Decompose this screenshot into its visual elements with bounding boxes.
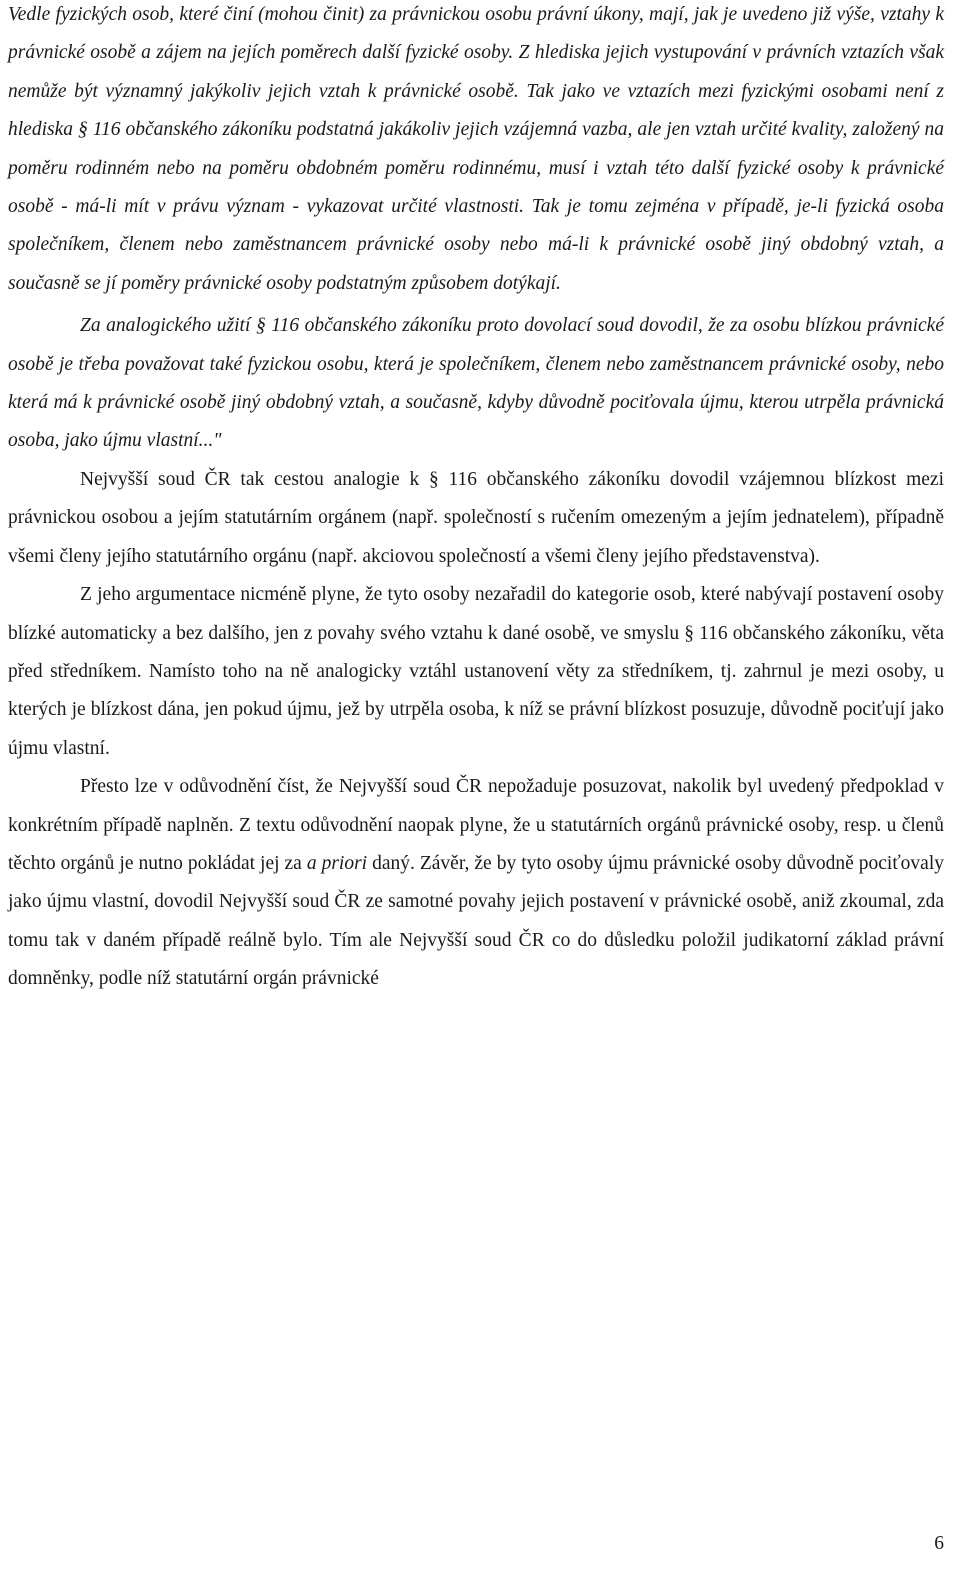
text-segment: daný. Závěr, že by tyto osoby újmu právnické osoby důvodně pociťovaly jako újmu vlastní, dovodil Nejvyšší soud ČR ze samotné povahy jejich postavení v právnické osobě, aniž zkoumal, zda tomu tak v daném případě reálně bylo. Tím ale Nejvyšší soud ČR co do důsledku položil judikatorní základ právní domněnky, podle níž statutární orgán právnické xyxy=(8,852,945,990)
text-segment-italic: a priori xyxy=(306,852,368,874)
document-body xyxy=(8,0,944,999)
text-segment: Za analogického užití § 116 občanského zákoníku proto dovolací soud dovodil, že za osobu blízkou právnické osobě je třeba považovat také fyzickou osobu, která je společníkem, členem nebo zaměstnancem právnické osoby, nebo která má k právnické osobě jiný obdobný vztah, a současně, kdyby důvodně pociťovala újmu, kterou utrpěla právnická osoba, jako újmu vlastní..." xyxy=(8,315,944,452)
paragraph-quote-part-2 xyxy=(8,307,944,461)
paragraph-quote-part-1 xyxy=(8,0,944,303)
paragraph-analogy xyxy=(8,461,944,576)
document-page xyxy=(8,0,944,1589)
text-segment: Přesto lze v odůvodnění číst, že Nejvyšší soud ČR nepožaduje posuzovat, nakolik byl uvedený předpoklad v konkrétním případě naplněn. Z textu odůvodnění naopak plyne, že u statutárních orgánů právnické osoby, resp. u členů těchto orgánů je nutno pokládat jej za xyxy=(8,776,944,874)
paragraph-conclusion xyxy=(8,768,944,998)
text-segment: Nejvyšší soud ČR tak cestou analogie k § 116 občanského zákoníku dovodil vzájemnou blízkost mezi právnickou osobou a jejím statutárním orgánem (např. společností s ručením omezeným a jejím jednatelem), případně všemi členy jejího statutárního orgánu (např. akciovou společností a všemi členy jejího představenstva). xyxy=(8,468,944,567)
paragraph-argument xyxy=(8,576,944,768)
page-number: 6 xyxy=(934,1533,944,1554)
text-segment: Vedle fyzických osob, které činí (mohou činit) za právnickou osobu právní úkony, mají, jak je uvedeno již výše, vztahy k právnické osobě a zájem na jejích poměrech další fyzické osoby. Z hlediska jejich vystupování v právních vztazích však nemůže být významný jakýkoliv jejich vztah k právnické osobě. Tak jako ve vztazích mezi fyzickými osobami není z hlediska § 116 občanského zákoníku podstatná jakákoliv jejich vzájemná vazba, ale jen vztah určité kvality, založený na poměru rodinném nebo na poměru obdobném poměru rodinnému, musí i vztah této další fyzické osoby k právnické osobě - má-li mít v právu význam - vykazovat určité vlastnosti. Tak je tomu zejména v případě, je-li fyzická osoba společníkem, členem nebo zaměstnancem právnické osoby nebo má-li k právnické osobě jiný obdobný vztah, a současně se jí poměry právnické osoby podstatným způsobem dotýkají. xyxy=(8,4,944,294)
text-segment: Z jeho argumentace nicméně plyne, že tyto osoby nezařadil do kategorie osob, které nabývají postavení osoby blízké automaticky a bez dalšího, jen z povahy svého vztahu k dané osobě, ve smyslu § 116 občanského zákoníku, věta před středníkem. Namísto toho na ně analogicky vztáhl ustanovení věty za středníkem, tj. zahrnul je mezi osoby, u kterých je blízkost dána, jen pokud újmu, jež by utrpěla osoba, k níž se právní blízkost posuzuje, důvodně pociťují jako újmu vlastní. xyxy=(8,584,944,759)
